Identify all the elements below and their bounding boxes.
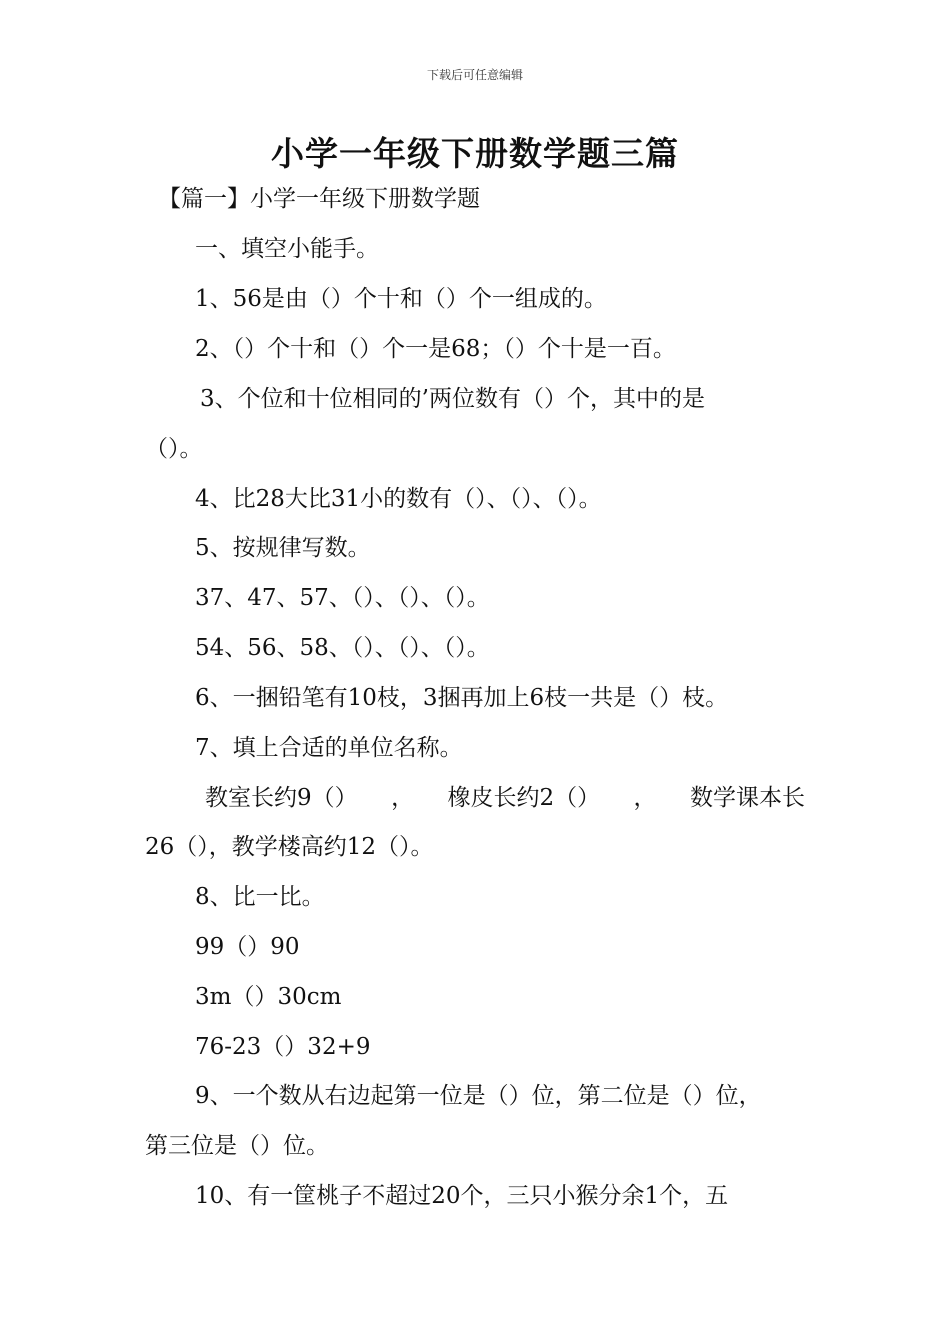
question-7-line-1 — [205, 783, 805, 813]
section-heading: 【篇一】小学一年级下册数学题 — [158, 186, 480, 212]
question-6: 6、一捆铅笔有10枝，3捆再加上6枝一共是（）枝。 — [195, 685, 729, 711]
question-7-part: 教室长约9（） — [205, 785, 358, 811]
question-5-sequence-b: 54、56、58、（）、（）、（）。 — [195, 635, 490, 661]
question-8-compare-c: 76-23（）32+9 — [195, 1034, 371, 1060]
question-5-sequence-a: 37、47、57、（）、（）、（）。 — [195, 585, 490, 611]
question-9-line-1: 9、一个数从右边起第一位是（）位，第二位是（）位， — [195, 1083, 762, 1109]
question-7: 7、填上合适的单位名称。 — [195, 735, 463, 761]
question-7-part: 数学课本长 — [689, 785, 805, 811]
question-5: 5、按规律写数。 — [195, 535, 371, 561]
question-8-compare-b: 3m（）30cm — [195, 984, 342, 1010]
part-heading: 一、填空小能手。 — [195, 236, 379, 262]
question-4: 4、比28大比31小的数有（）、（）、（）。 — [195, 486, 602, 512]
question-7-part: ， — [633, 785, 657, 811]
header-note: 下载后可任意编辑 — [426, 68, 523, 82]
question-8-compare-a: 99（）90 — [195, 934, 300, 960]
question-7-part: 橡皮长约2（） — [447, 785, 601, 811]
question-1: 1、56是由（）个十和（）个一组成的。 — [195, 286, 607, 312]
question-7-part: ， — [391, 785, 415, 811]
question-10-line-1: 10、有一筐桃子不超过20个，三只小猴分余1个，五 — [195, 1183, 729, 1209]
question-7-line-2: 26（），教学楼高约12（）。 — [145, 834, 434, 860]
question-8: 8、比一比。 — [195, 884, 325, 910]
question-3-line-1: 3、个位和十位相同的’两位数有（）个，其中的是 — [200, 386, 705, 412]
question-9-line-2: 第三位是（）位。 — [145, 1133, 329, 1159]
page-title: 小学一年级下册数学题三篇 — [271, 134, 679, 173]
question-2: 2、（）个十和（）个一是68；（）个十是一百。 — [195, 336, 676, 362]
question-3-line-2: （）。 — [145, 436, 203, 462]
